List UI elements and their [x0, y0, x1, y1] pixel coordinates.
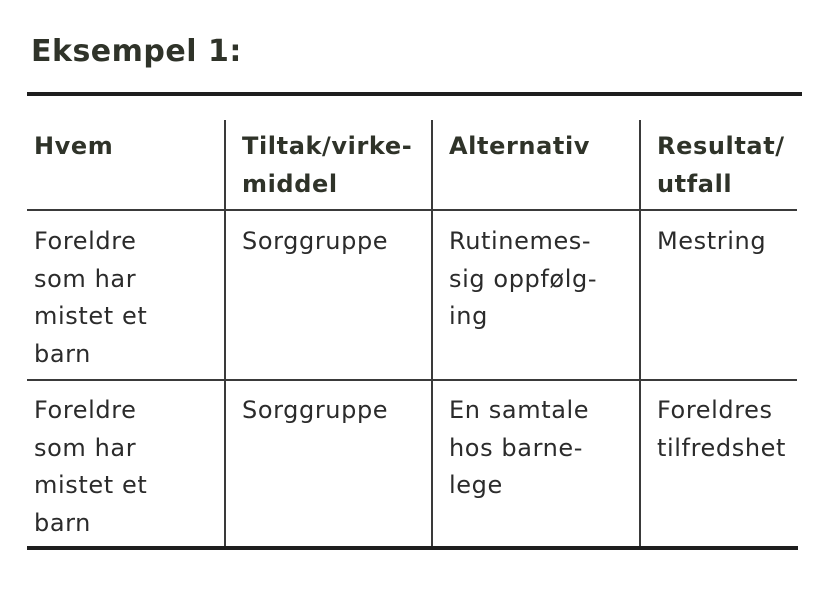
row2-hvem: Foreldre som har mistet et barn [34, 396, 148, 537]
row1-resultat: Mestring [657, 227, 767, 255]
example-title: Eksempel 1: [31, 34, 242, 69]
table-bottom-rule [27, 546, 798, 550]
row1-hvem: Foreldre som har mistet et barn [34, 227, 148, 368]
column-divider [224, 120, 226, 547]
header-resultat: Resultat/ utfall [657, 132, 785, 198]
column-divider [639, 120, 641, 547]
row-divider [27, 209, 797, 211]
row2-resultat: Foreldres tilfredshet [657, 396, 787, 462]
column-divider [431, 120, 433, 547]
row-divider [27, 379, 797, 381]
header-tiltak: Tiltak/virke- middel [242, 132, 413, 198]
header-alternativ: Alternativ [449, 132, 591, 160]
row1-alternativ: Rutinemes- sig oppfølg- ing [449, 227, 598, 330]
row2-alternativ: En samtale hos barne- lege [449, 396, 590, 499]
header-hvem: Hvem [34, 132, 114, 160]
row2-tiltak: Sorggruppe [242, 396, 389, 424]
row1-tiltak: Sorggruppe [242, 227, 389, 255]
table-top-rule [27, 92, 802, 96]
